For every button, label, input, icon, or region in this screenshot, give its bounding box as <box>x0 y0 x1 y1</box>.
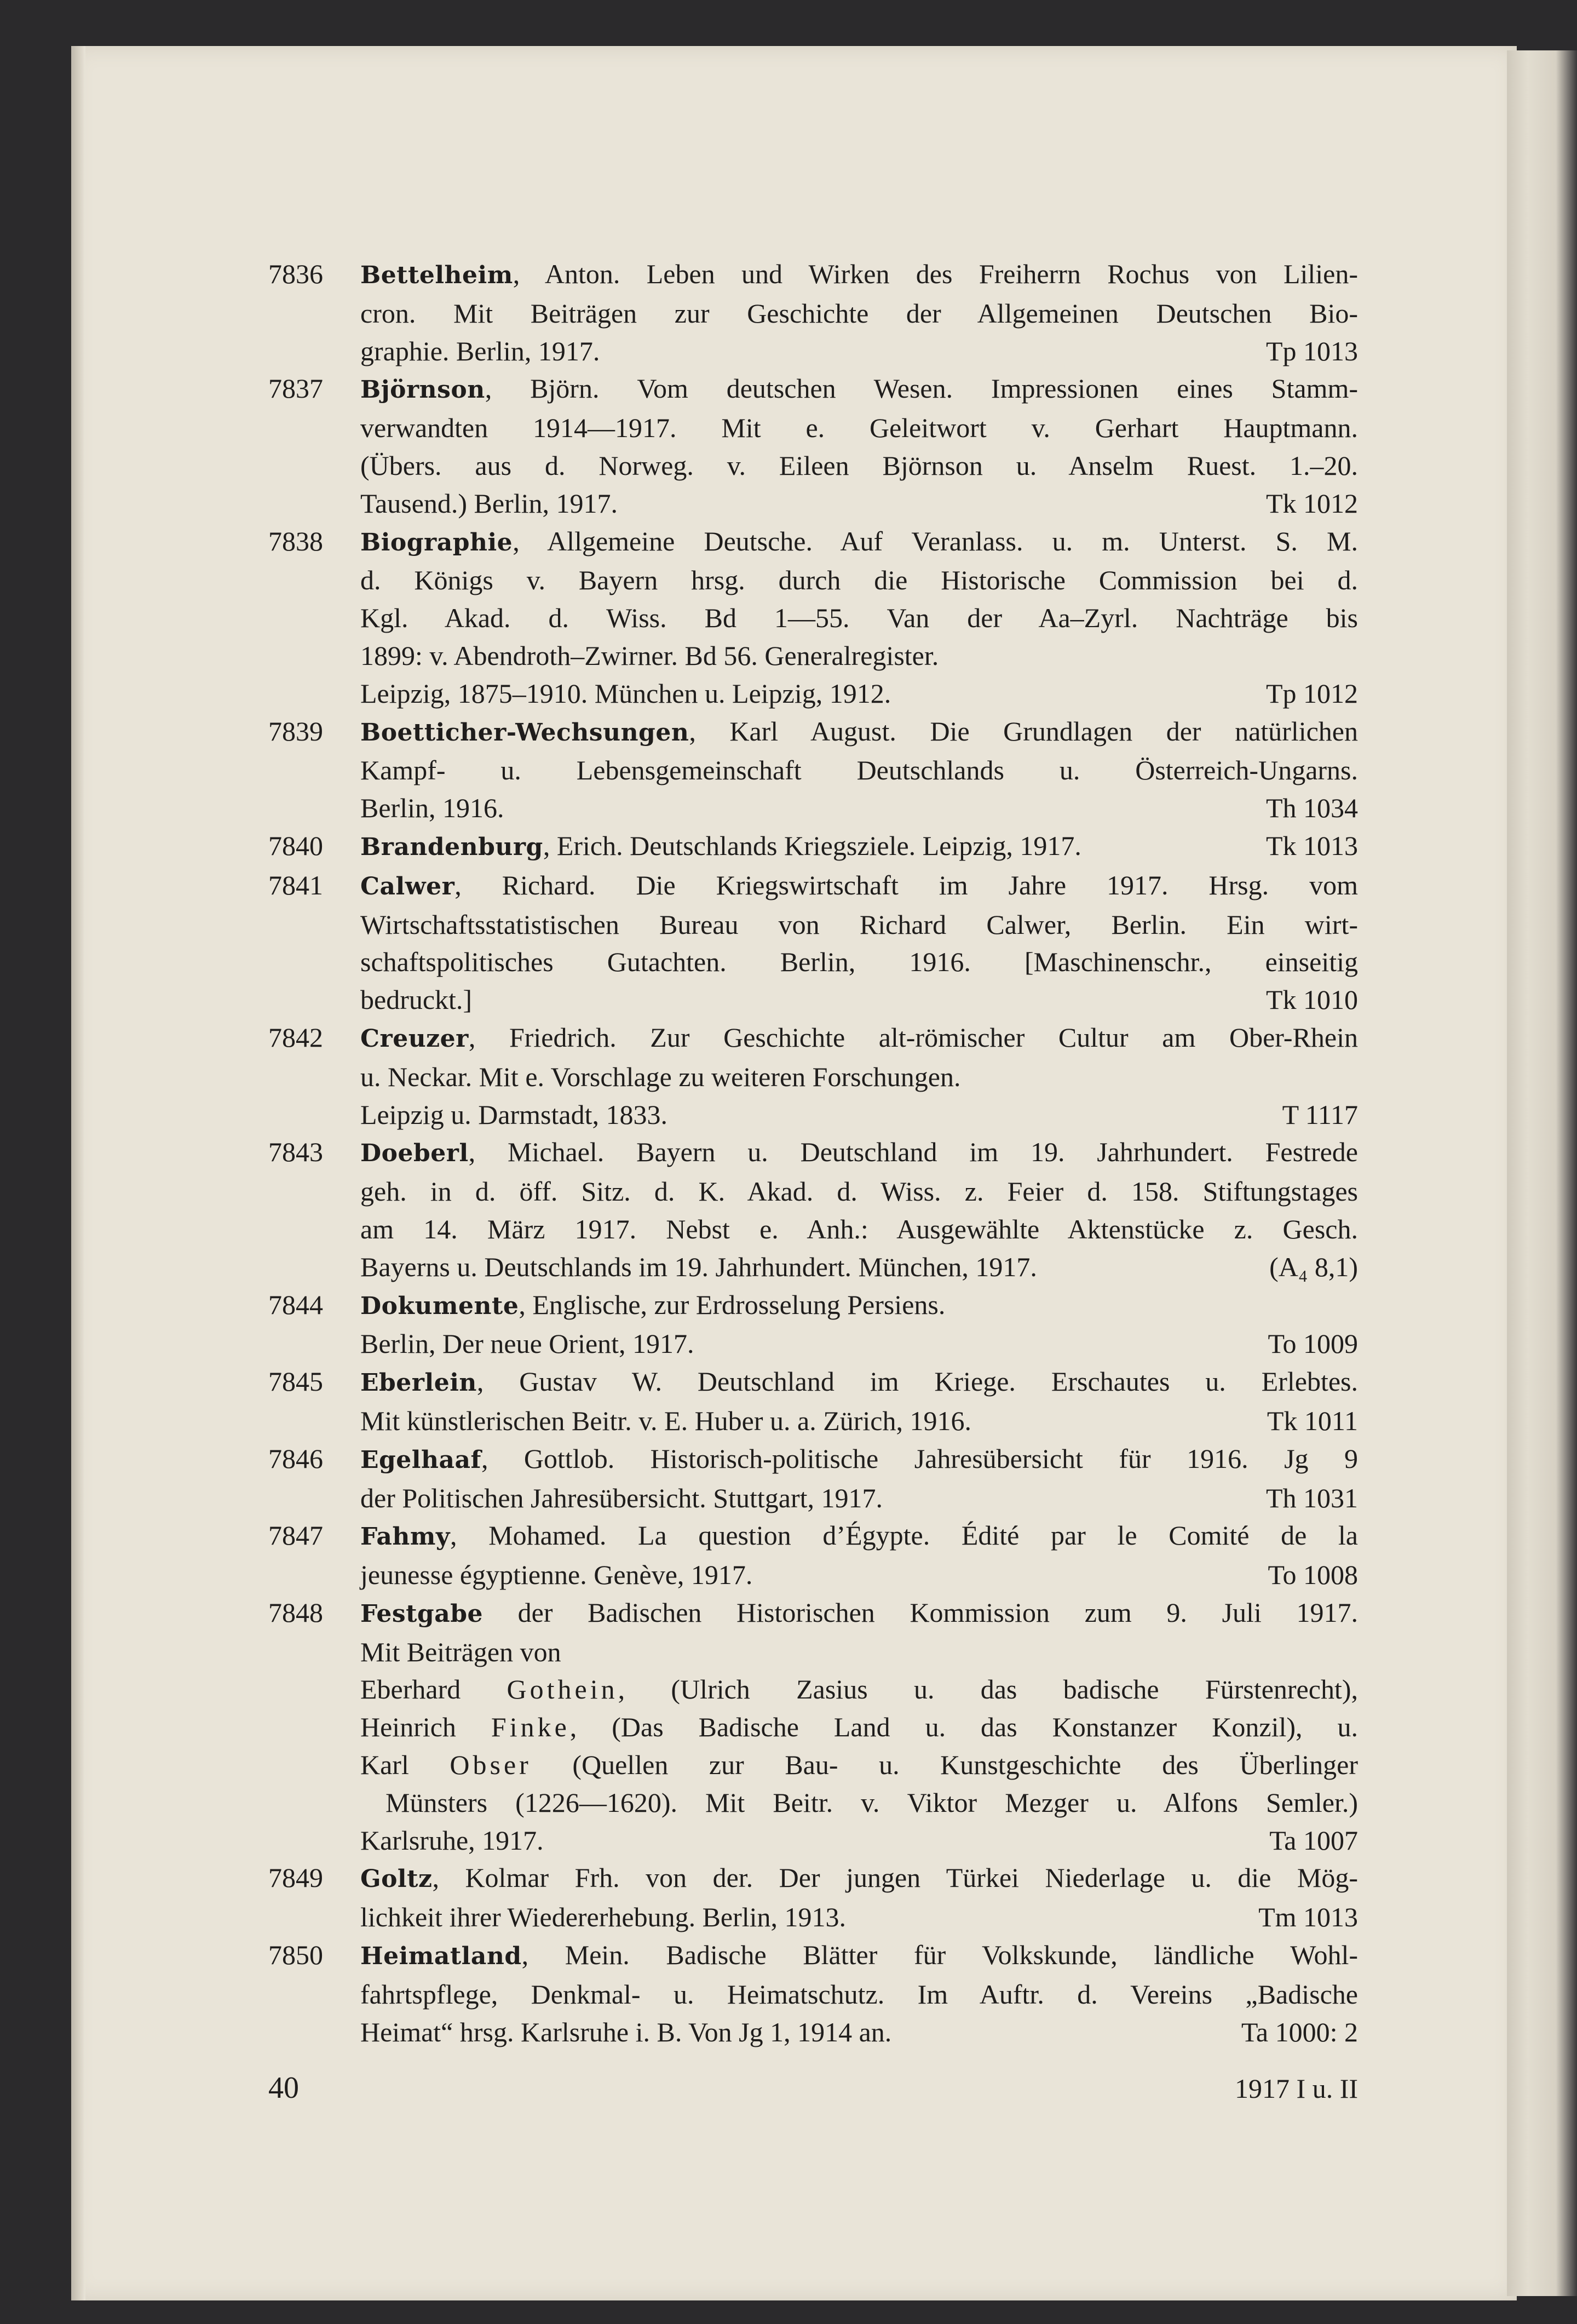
entry-shelfmark: Tk 1010 <box>1265 984 1358 1015</box>
entry-line: Festgabe der Badischen Historischen Kommission zum 9. Juli 1917. <box>360 1597 1358 1628</box>
entry-shelfmark: Tp 1012 <box>1265 678 1358 709</box>
catalog-entry <box>268 713 1358 827</box>
entry-shelfmark: To 1009 <box>1268 1328 1358 1359</box>
entry-number: 7844 <box>268 1289 323 1320</box>
entry-headword: Egelhaaf <box>360 1445 481 1474</box>
entry-line: fahrtspflege, Denkmal- u. Heimatschutz. Im Auftr. d. Vereins „Badische <box>360 1978 1358 2010</box>
catalog-entry <box>268 1286 1358 1363</box>
entry-last-line: Leipzig u. Darmstadt, 1833. <box>360 1099 667 1130</box>
entry-line: Mit Beiträgen von <box>360 1636 561 1667</box>
entry-line: Bettelheim, Anton. Leben und Wirken des Freiherrn Rochus von Lilien- <box>360 259 1358 289</box>
entry-line: Doeberl, Michael. Bayern u. Deutschland im 19. Jahrhundert. Festrede <box>360 1137 1358 1168</box>
entry-headword: Calwer <box>360 872 455 900</box>
entry-last-line: der Politischen Jahresübersicht. Stuttgart, 1917. <box>360 1482 883 1513</box>
entry-line: Goltz, Kolmar Frh. von der. Der jungen Türkei Niederlage u. die Mög- <box>360 1862 1358 1893</box>
entry-last-line: Heimat“ hrsg. Karlsruhe i. B. Von Jg 1, 1914 an. <box>360 2016 892 2047</box>
entry-line: Dokumente, Englische, zur Erdrosselung Persiens. <box>360 1289 946 1320</box>
entry-shelfmark: Th 1031 <box>1265 1482 1358 1513</box>
entry-line: Heimatland, Mein. Badische Blätter für Volkskunde, ländliche Wohl- <box>360 1939 1358 1971</box>
entry-last-line: Leipzig, 1875–1910. München u. Leipzig, 1912. <box>360 678 891 709</box>
entry-number: 7850 <box>268 1939 323 1971</box>
entry-headword: Bettelheim <box>360 261 513 289</box>
entry-number: 7842 <box>268 1022 323 1053</box>
entry-number: 7846 <box>268 1443 323 1474</box>
entry-shelfmark: To 1008 <box>1268 1559 1358 1591</box>
catalog-entry <box>268 1019 1358 1133</box>
entry-line: Münsters (1226—1620). Mit Beitr. v. Viktor Mezger u. Alfons Semler.) <box>385 1787 1358 1818</box>
entry-last-line: Berlin, 1916. <box>360 793 504 824</box>
entry-last-line: jeunesse égyptienne. Genève, 1917. <box>360 1559 753 1591</box>
entry-line: Biographie, Allgemeine Deutsche. Auf Veranlass. u. m. Unterst. S. M. <box>360 525 1358 556</box>
entry-number: 7848 <box>268 1597 323 1628</box>
entry-headword: Biographie <box>360 528 513 556</box>
entry-number: 7849 <box>268 1862 323 1893</box>
entry-last-line: Brandenburg, Erich. Deutschlands Kriegsziele. Leipzig, 1917. <box>360 830 1081 861</box>
catalog-entry <box>268 1859 1358 1936</box>
catalog-entry <box>268 1440 1358 1517</box>
catalog-entry <box>268 827 1358 867</box>
entry-last-line: Tausend.) Berlin, 1917. <box>360 487 618 519</box>
entry-number: 7840 <box>268 830 323 861</box>
entry-line: Eberlein, Gustav W. Deutschland im Kriege. Erschautes u. Erlebtes. <box>360 1366 1358 1397</box>
author-name: Finke <box>491 1712 570 1743</box>
entry-line: Kgl. Akad. d. Wiss. Bd 1—55. Van der Aa–Zyrl. Nachträge bis <box>360 602 1358 634</box>
entry-shelfmark: Tk 1013 <box>1265 830 1358 861</box>
entry-shelfmark: Ta 1000: 2 <box>1241 2016 1358 2047</box>
entry-shelfmark: (A₄ 8,1) <box>1269 1251 1358 1282</box>
catalog-entry <box>268 1363 1358 1440</box>
entry-line: (Übers. aus d. Norweg. v. Eileen Björnson u. Anselm Ruest. 1.–20. <box>360 450 1358 481</box>
entry-number: 7845 <box>268 1366 323 1397</box>
entry-last-line: lichkeit ihrer Wiedererhebung. Berlin, 1913. <box>360 1902 847 1933</box>
entry-line: Wirtschaftsstatistischen Bureau von Richard Calwer, Berlin. Ein wirt- <box>360 909 1358 940</box>
entry-headword: Doeberl <box>360 1139 469 1168</box>
entry-number: 7843 <box>268 1137 323 1168</box>
entry-shelfmark: Tk 1011 <box>1267 1405 1358 1436</box>
entry-line: Boetticher-Wechsungen, Karl August. Die Grundlagen der natürlichen <box>360 715 1358 747</box>
entry-last-line: graphie. Berlin, 1917. <box>360 335 600 366</box>
entry-line: Karl Obser (Quellen zur Bau- u. Kunstgeschichte des Überlinger <box>360 1749 1358 1781</box>
catalog-entry <box>268 255 1358 370</box>
volume-label: 1917 I u. II <box>1235 2073 1358 2104</box>
entry-number: 7841 <box>268 869 323 900</box>
author-name: Obser <box>450 1749 532 1781</box>
entry-number: 7836 <box>268 259 323 289</box>
entry-headword: Creuzer <box>360 1024 469 1053</box>
entry-last-line: Bayerns u. Deutschlands im 19. Jahrhundert. München, 1917. <box>360 1251 1037 1282</box>
catalog-entry <box>268 523 1358 713</box>
entry-headword: Goltz <box>360 1865 433 1893</box>
entry-headword: Boetticher-Wechsungen <box>360 718 689 747</box>
entry-number: 7847 <box>268 1520 323 1551</box>
entry-shelfmark: Th 1034 <box>1265 793 1358 824</box>
entry-line: Kampf- u. Lebensgemeinschaft Deutschlands u. Österreich-Ungarns. <box>360 755 1358 786</box>
entry-number: 7838 <box>268 525 323 556</box>
entry-headword: Björnson <box>360 376 485 404</box>
entry-shelfmark: Tp 1013 <box>1265 335 1358 366</box>
entry-line: geh. in d. öff. Sitz. d. K. Akad. d. Wiss. z. Feier d. 158. Stiftungstages <box>360 1176 1358 1207</box>
entry-shelfmark: Tm 1013 <box>1258 1902 1358 1933</box>
entry-last-line: bedruckt.] <box>360 984 473 1015</box>
book-gutter <box>71 46 85 2300</box>
entry-line: cron. Mit Beiträgen zur Geschichte der Allgemeinen Deutschen Bio- <box>360 297 1358 329</box>
entry-line: Björnson, Björn. Vom deutschen Wesen. Impressionen eines Stamm- <box>360 373 1358 404</box>
entry-last-line: Karlsruhe, 1917. <box>360 1824 544 1856</box>
entry-line: Fahmy, Mohamed. La question d’Égypte. Édité par le Comité de la <box>360 1520 1358 1551</box>
author-name: Gothein <box>507 1674 618 1705</box>
entry-shelfmark: Tk 1012 <box>1265 487 1358 519</box>
page-footer <box>268 2070 1358 2109</box>
catalog-entry <box>268 1936 1358 2051</box>
entry-line: verwandten 1914—1917. Mit e. Geleitwort v. Gerhart Hauptmann. <box>360 412 1358 444</box>
page-edge <box>1507 50 1577 2296</box>
entry-shelfmark: T 1117 <box>1282 1099 1358 1130</box>
entry-line: am 14. März 1917. Nebst e. Anh.: Ausgewählte Aktenstücke z. Gesch. <box>360 1213 1358 1244</box>
entry-line: Heinrich Finke, (Das Badische Land u. das Konstanzer Konzil), u. <box>360 1712 1358 1743</box>
entry-headword: Eberlein <box>360 1369 477 1397</box>
entry-shelfmark: Ta 1007 <box>1269 1824 1358 1856</box>
entry-number: 7837 <box>268 373 323 404</box>
entry-line: u. Neckar. Mit e. Vorschlage zu weiteren Forschungen. <box>360 1061 961 1092</box>
catalog-entry <box>268 1594 1358 1860</box>
catalog-entry <box>268 1517 1358 1594</box>
entry-line: Egelhaaf, Gottlob. Historisch-politische Jahresübersicht für 1916. Jg 9 <box>360 1443 1358 1474</box>
entry-number: 7839 <box>268 715 323 747</box>
entry-last-line: Mit künstlerischen Beitr. v. E. Huber u. a. Zürich, 1916. <box>360 1405 971 1436</box>
catalog-entry <box>268 867 1358 1019</box>
entry-headword: Festgabe <box>360 1599 483 1628</box>
catalog-entry <box>268 370 1358 522</box>
entry-last-line: Berlin, Der neue Orient, 1917. <box>360 1328 694 1359</box>
entry-headword: Fahmy <box>360 1523 450 1551</box>
catalog-entry <box>268 1133 1358 1286</box>
entry-line: d. Königs v. Bayern hrsg. durch die Historische Commission bei d. <box>360 565 1358 596</box>
entry-line: Creuzer, Friedrich. Zur Geschichte alt-römischer Cultur am Ober-Rhein <box>360 1022 1358 1053</box>
catalog-entries <box>268 255 1358 2051</box>
entry-line: Eberhard Gothein, (Ulrich Zasius u. das badische Fürstenrecht), <box>360 1674 1358 1705</box>
entry-line: Calwer, Richard. Die Kriegswirtschaft im Jahre 1917. Hrsg. vom <box>360 869 1358 900</box>
entry-headword: Dokumente <box>360 1292 519 1320</box>
page-number: 40 <box>268 2071 299 2105</box>
entry-line: 1899: v. Abendroth–Zwirner. Bd 56. Generalregister. <box>360 640 939 671</box>
entry-headword: Heimatland <box>360 1942 522 1971</box>
entry-line: schaftspolitisches Gutachten. Berlin, 1916. [Maschinenschr., einseitig <box>360 946 1358 978</box>
entry-headword: Brandenburg <box>360 833 543 861</box>
